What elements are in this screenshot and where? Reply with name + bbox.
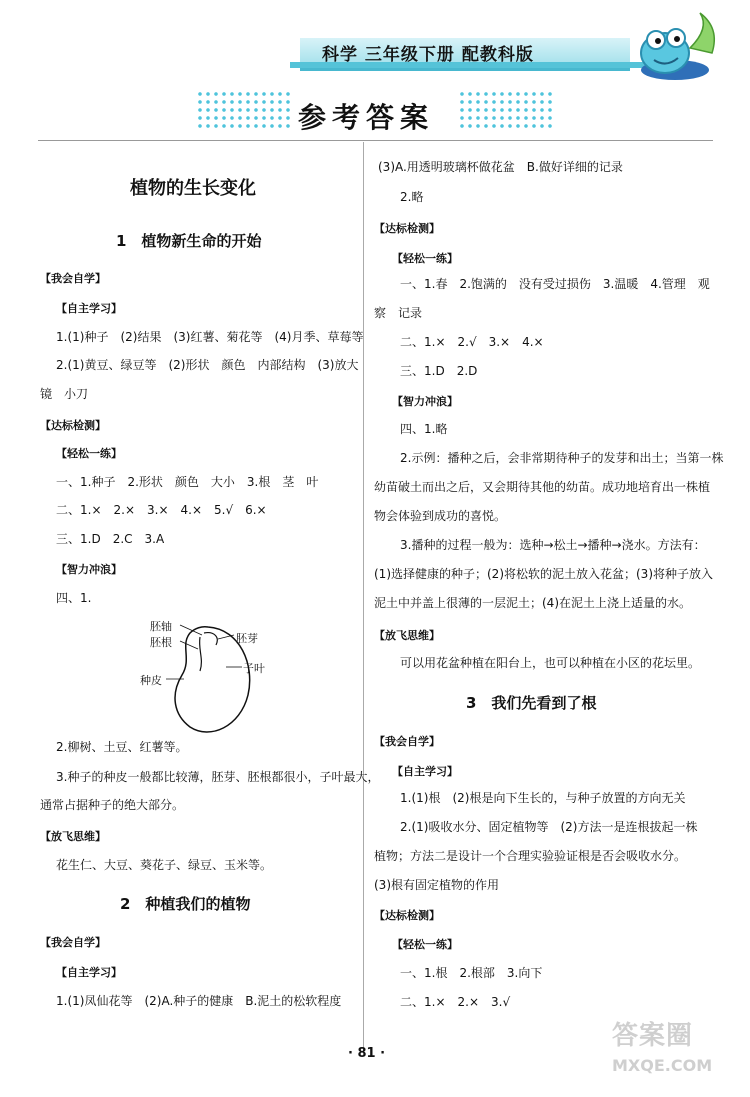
answer-line: 物会体验到成功的喜悦。 bbox=[374, 509, 507, 523]
frog-mascot-icon bbox=[620, 8, 730, 88]
answer-line: 三、1.D 2.D bbox=[400, 364, 478, 378]
answer-line: (1)选择健康的种子；(2)将松软的泥土放入花盆；(3)将种子放入 bbox=[374, 567, 713, 581]
answer-line: (3)根有固定植物的作用 bbox=[374, 878, 499, 892]
label-ziye: 子叶 bbox=[243, 662, 265, 675]
label-zhongpi: 种皮 bbox=[140, 674, 162, 687]
label-peizhou: 胚轴 bbox=[150, 620, 172, 633]
answer-line: 1.(1)凤仙花等 (2)A.种子的健康 B.泥土的松软程度 bbox=[56, 994, 342, 1008]
section-tag: 【自主学习】 bbox=[56, 966, 122, 979]
answer-line: 1.(1)种子 (2)结果 (3)红薯、菊花等 (4)月季、草莓等 bbox=[56, 330, 364, 344]
section-tag: 【我会自学】 bbox=[374, 735, 440, 748]
header-rule bbox=[38, 140, 713, 141]
page-title: 参考答案 bbox=[298, 101, 435, 134]
answer-line: 可以用花盆种植在阳台上，也可以种植在小区的花坛里。 bbox=[400, 656, 701, 670]
column-divider bbox=[363, 142, 364, 1052]
answer-line: 泥土中并盖上很薄的一层泥土；(4)在泥土上浇上适量的水。 bbox=[374, 596, 692, 610]
section-tag: 【自主学习】 bbox=[392, 765, 458, 778]
answer-line: 1.(1)根 (2)根是向下生长的，与种子放置的方向无关 bbox=[400, 791, 686, 805]
section-tag: 【达标检测】 bbox=[374, 222, 440, 235]
section-tag: 【我会自学】 bbox=[40, 272, 106, 285]
section-tag: 【轻松一练】 bbox=[56, 447, 122, 460]
section-tag: 【自主学习】 bbox=[56, 302, 122, 315]
answer-line: 四、1.略 bbox=[400, 422, 448, 436]
answer-line: 察 记录 bbox=[374, 306, 423, 320]
lesson-2-title: 2 种植我们的植物 bbox=[120, 895, 251, 913]
section-tag: 【放飞思维】 bbox=[40, 830, 106, 843]
answer-line: 3.播种的过程一般为：选种→松土→播种→浇水。方法有： bbox=[400, 538, 706, 552]
answer-line: 2.柳树、土豆、红薯等。 bbox=[56, 740, 188, 754]
answer-line: 二、1.× 2.× 3.× 4.× 5.√ 6.× bbox=[56, 503, 267, 517]
answer-line: 二、1.× 2.× 3.√ bbox=[400, 995, 511, 1009]
answer-line: 2.略 bbox=[400, 190, 424, 204]
section-tag: 【轻松一练】 bbox=[392, 938, 458, 951]
page-number: · 81 · bbox=[348, 1046, 386, 1061]
answer-line: 2.(1)黄豆、绿豆等 (2)形状 颜色 内部结构 (3)放大 bbox=[56, 358, 359, 372]
answer-line: 一、1.春 2.饱满的 没有受过损伤 3.温暖 4.管理 观 bbox=[400, 277, 710, 291]
answer-line: 镜 小刀 bbox=[40, 387, 89, 401]
book-title: 科学 三年级下册 配教科版 bbox=[322, 45, 534, 65]
answer-line: 二、1.× 2.√ 3.× 4.× bbox=[400, 335, 544, 349]
dot-pattern-right bbox=[458, 90, 554, 130]
answer-line: 幼苗破土而出之后，又会期待其他的幼苗。成功地培育出一株植 bbox=[374, 480, 711, 494]
label-peiya: 胚芽 bbox=[236, 632, 258, 645]
watermark-url: MXQE.COM bbox=[612, 1056, 713, 1075]
answer-line: 四、1. bbox=[56, 591, 92, 605]
answer-line: 2.示例：播种之后，会非常期待种子的发芽和出土；当第一株 bbox=[400, 451, 724, 465]
answer-line: (3)A.用透明玻璃杯做花盆 B.做好详细的记录 bbox=[378, 160, 623, 174]
answer-line: 一、1.根 2.根部 3.向下 bbox=[400, 966, 543, 980]
answer-line: 植物；方法二是设计一个合理实验验证根是否会吸收水分。 bbox=[374, 849, 687, 863]
section-tag: 【达标检测】 bbox=[40, 419, 106, 432]
answer-line: 3.种子的种皮一般都比较薄，胚芽、胚根都很小，子叶最大， bbox=[56, 770, 380, 784]
section-tag: 【达标检测】 bbox=[374, 909, 440, 922]
section-tag: 【我会自学】 bbox=[40, 936, 106, 949]
answer-line: 三、1.D 2.C 3.A bbox=[56, 532, 165, 546]
section-tag: 【智力冲浪】 bbox=[392, 395, 458, 408]
watermark-logo: 答案圈 bbox=[612, 1021, 694, 1051]
dot-pattern-left bbox=[196, 90, 292, 130]
section-tag: 【放飞思维】 bbox=[374, 629, 440, 642]
unit-title: 植物的生长变化 bbox=[130, 178, 256, 199]
label-peigen: 胚根 bbox=[150, 636, 172, 649]
section-tag: 【轻松一练】 bbox=[392, 252, 458, 265]
answer-line: 花生仁、大豆、葵花子、绿豆、玉米等。 bbox=[56, 858, 273, 872]
lesson-3-title: 3 我们先看到了根 bbox=[466, 694, 597, 712]
answer-line: 通常占据种子的绝大部分。 bbox=[40, 798, 185, 812]
answer-line: 2.(1)吸收水分、固定植物等 (2)方法一是连根拔起一株 bbox=[400, 820, 698, 834]
answer-line: 一、1.种子 2.形状 颜色 大小 3.根 茎 叶 bbox=[56, 475, 319, 489]
section-tag: 【智力冲浪】 bbox=[56, 563, 122, 576]
lesson-1-title: 1 植物新生命的开始 bbox=[116, 232, 262, 250]
